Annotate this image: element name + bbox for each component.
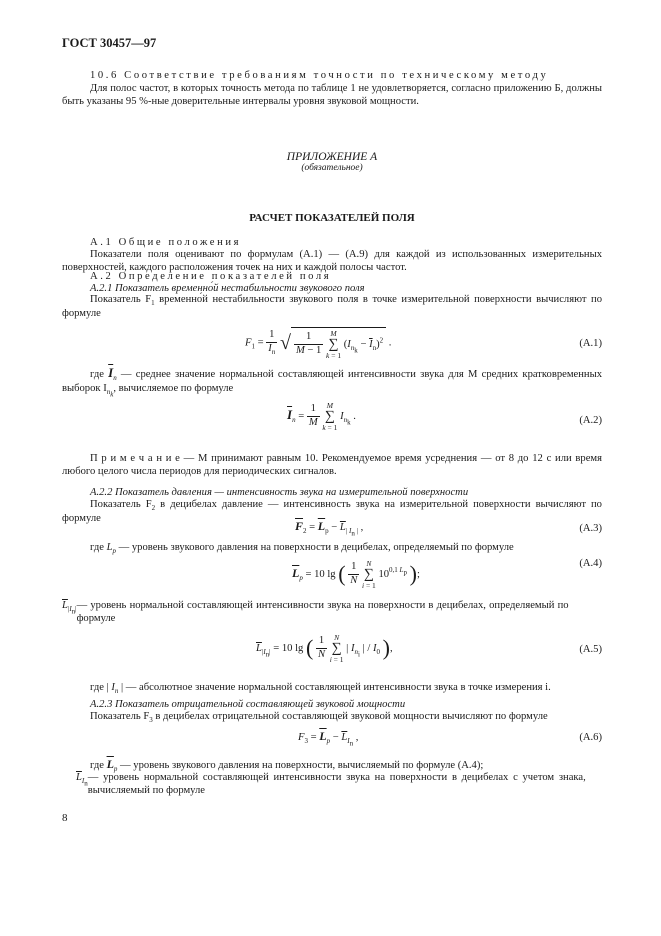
where-a7-text: — уровень нормальной составляющей интенсивности звука на поверхности в децибелах с учетом знака, вычисляемый по формуле — [87, 772, 586, 796]
a22-text-b: в децибелах давление — интенсивность звука на измерительной поверхности вычисляют по формуле — [62, 499, 602, 524]
a23-text-b: в децибелах отрицательной составляющей звуковой мощности вычисляют по формуле — [152, 711, 548, 722]
a2-title — [62, 271, 602, 284]
where-a4-text: — уровень нормальной составляющей интенсивности звука на поверхности в децибелах, определяемый по формуле — [76, 600, 569, 624]
where-a3: где $L_p$ — уровень звукового давления на поверхности в децибелах, определяемый по формуле — [90, 542, 514, 556]
where-a6-text: — уровень звукового давления на поверхности, вычисляемый по формуле (А.4); — [117, 760, 484, 771]
where-a1: где $\overline{I}_n$ — среднее значение нормальной составляющей интенсивности звука для M средних кратковременных выборок $I_{n_k}$, вычисляемое по формуле — [62, 365, 602, 399]
equation-a1-number: (А.1) — [579, 338, 602, 349]
equation-a2: $\overline{I}_n$ = $\frac{1}{M}$ M ∑ k = 1 $I_{n_k}$ . — [287, 401, 356, 432]
where-a3-text: — уровень звукового давления на поверхности в децибелах, определяемый по формуле — [115, 542, 514, 553]
a22-text: Показатель $F_2$ в децибелах давление — интенсивность звука на измерительной поверхности вычисляют по формуле — [62, 499, 602, 524]
document-code: ГОСТ 30457—97 — [62, 36, 157, 50]
a1-text: Показатели поля оценивают по формулам (А.1) — (А.9) для каждой из использованных измерительных поверхностей, каждого расположения точек на них и каждой полосы частот. — [62, 249, 602, 273]
equation-a3: $\overline{F}_2 = \overline{L}_p - \overline{L}_{| I_n |}$ , — [295, 519, 364, 538]
where-a5: где | $I_n$ | — абсолютное значение нормальной составляющей интенсивности звука в точке измерения i. — [90, 682, 551, 696]
where-a5-text: — абсолютное значение нормальной составляющей интенсивности звука в точке измерения i. — [123, 682, 551, 693]
a21-text: Показатель $F_1$ временно́й нестабильности звукового поля в точке измерительной поверхности вычисляют по формуле — [62, 294, 602, 319]
appendix-heading: РАСЧЕТ ПОКАЗАТЕЛЕЙ ПОЛЯ — [249, 212, 415, 224]
page-number: 8 — [62, 812, 68, 824]
equation-a2-number: (А.2) — [579, 415, 602, 426]
where-a6: где $\overline{L}_p$ — уровень звукового давления на поверхности, вычисляемый по формуле (А.4); — [90, 757, 484, 774]
equation-a6-number: (А.6) — [579, 732, 602, 743]
equation-a3-number: (А.3) — [579, 523, 602, 534]
where-a1-c: , вычисляемое по формуле — [113, 382, 234, 394]
equation-a4: $\overline{L}_p = 10$ lg ( $\frac{1}{N}$ N ∑ i = 1 $10^{0,1 L_p}$ ); — [292, 559, 420, 590]
section-10-6-title-text: 10.6 Соответствие требованиям точности по техническому методу — [90, 70, 549, 81]
note: П р и м е ч а н и е — M принимают равным 10. Рекомендуемое время усреднения — от 8 до 12 с или время любого целого числа периодов для периодических сигналов. — [62, 453, 602, 477]
a21-text-b: временно́й нестабильности звукового поля в точке измерительной поверхности вычисляют по формуле — [62, 294, 602, 319]
a21-title: А.2.1 Показатель временно́й нестабильности звукового поля — [90, 283, 365, 294]
a21-text-a: Показатель F — [90, 294, 152, 305]
a23-text-a: Показатель F — [90, 711, 150, 722]
where-a1-b: — среднее значение нормальной составляющей интенсивности звука для M средних кратковременных выборок I — [62, 369, 602, 394]
a22-text-a: Показатель F — [90, 499, 152, 510]
where-a4: $\overline{L}_{|I_n|}—$ уровень нормальной составляющей интенсивности звука на поверхности в децибелах, определяемый по формуле — [62, 600, 569, 624]
where-a1-a: где — [90, 369, 109, 380]
section-10-6-text: Для полос частот, в которых точность метода по таблице 1 не удовлетворяется, согласно приложению Б, должны быть указаны 95 %-ные доверительные интервалы уровня звуковой мощности. — [62, 83, 602, 107]
appendix-title: ПРИЛОЖЕНИЕ А — [286, 151, 378, 163]
equation-a6: $F_3 = \overline{L}_p - \overline{L}_{I_n}$ , — [298, 729, 359, 748]
where-a7: $\overline{L}_{I_n}—$ уровень нормальной составляющей интенсивности звука на поверхности в децибелах с учетом знака, вычисляемый по формуле — [76, 772, 586, 796]
a1-title — [62, 237, 602, 250]
equation-a1: $F_1$ = $\frac{1}{I_n}$ √ $\frac{1}{M - 1}$ M ∑ k = 1 $(I_{n_k} - \overline{I}_n)^2$ . — [245, 329, 392, 360]
a22-title: А.2.2 Показатель давления — интенсивность звука на измерительной поверхности — [90, 487, 469, 498]
equation-a5: $\overline{L}_{|I_n|} = 10$ lg ( $\frac{1}{N}$ N ∑ i = 1 | $I_{n_i}$ | / $I_0$ ), — [256, 633, 393, 664]
appendix-status: (обязательное) — [301, 163, 363, 173]
a23-text: Показатель $F_3$ в децибелах отрицательной составляющей звуковой мощности вычисляют по формуле — [90, 711, 548, 725]
a1-title-text: А.1 Общие положения — [90, 237, 242, 248]
a23-title: А.2.3 Показатель отрицательной составляющей звуковой мощности — [90, 699, 406, 710]
section-10-6-title — [62, 70, 602, 83]
a2-title-text: А.2 Определение показателей поля — [90, 271, 332, 282]
equation-a5-number: (А.5) — [579, 644, 602, 655]
equation-a4-number: (А.4) — [579, 558, 602, 569]
